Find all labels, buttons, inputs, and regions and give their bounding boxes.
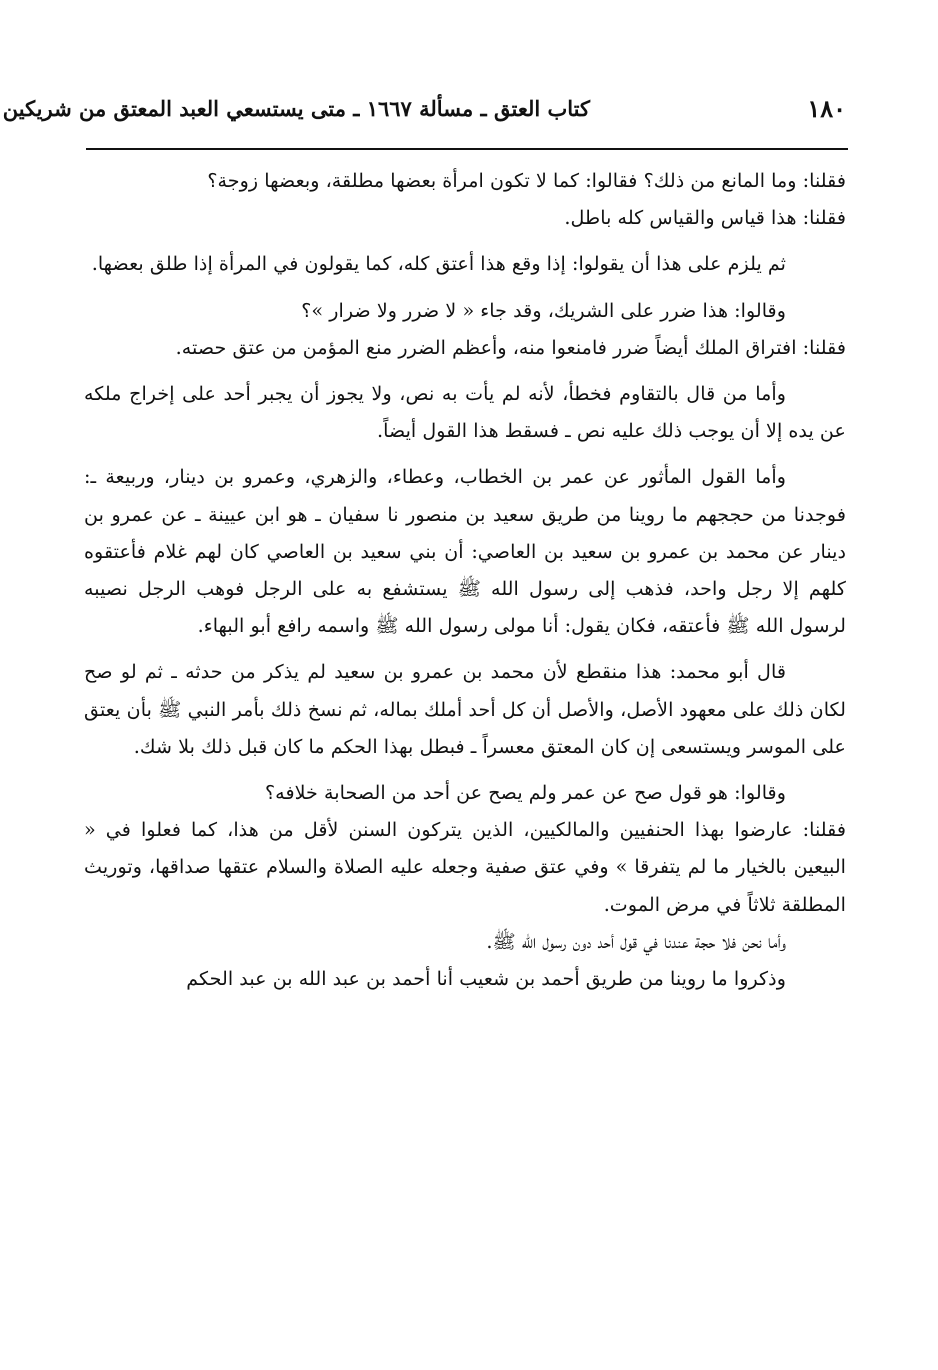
paragraph-4: وقالوا: هذا ضرر على الشريك، وقد جاء « لا ضرر ولا ضرار »؟ <box>301 298 786 322</box>
header-divider <box>86 148 848 150</box>
paragraph-10: فقلنا: عارضوا بهذا الحنفيين والمالكيين، الذين يتركون السنن لأقل من هذا، كما فعلوا في « البيعين بالخيار ما لم يتفرقا » وفي عتق صفية وجعله عليه الصلاة والسلام عتقها صداقها، وتوريث المطلقة ثلاثاً في مرض الموت. <box>84 818 846 916</box>
running-title: كتاب العتق ـ مسألة ١٦٦٧ ـ متى يستسعي العبد المعتق من شريكين <box>2 96 590 121</box>
page-header <box>2 90 846 130</box>
paragraph-8: قال أبو محمد: هذا منقطع لأن محمد بن عمرو بن سعيد لم يذكر من حدثه ـ ثم لو صح لكان ذلك على معهود الأصل، والأصل أن كل أحد أملك بماله، ثم نسخ ذلك بأمر النبي ﷺ بأن يعتق على الموسر ويستسعى إن كان المعتق معسراً ـ فبطل بهذا الحكم ما كان قبل ذلك بلا شك. <box>84 660 846 758</box>
body-text <box>84 162 846 997</box>
paragraph-1: فقلنا: وما المانع من ذلك؟ فقالوا: كما لا تكون امرأة بعضها مطلقة، وبعضها زوجة؟ <box>207 169 846 192</box>
paragraph-7: وأما القول المأثور عن عمر بن الخطاب، وعطاء، والزهري، وعمرو بن دينار، وربيعة ـ: فوجدنا من حججهم ما روينا من طريق سعيد بن منصور نا سفيان ـ هو ابن عيينة ـ عن عمرو بن دينار عن محمد بن عمرو بن سعيد بن العاصي: أن بني سعيد بن العاصي كان لهم غلام فأعتقوه كلهم إلا رجل واحد، فذهب إلى رسول الله ﷺ يستشفع به على الرجل فوهب الرجل نصيبه لرسول الله ﷺ فأعتقه، فكان يقول: أنا مولى رسول الله ﷺ واسمه رافع أبو البهاء. <box>84 465 846 638</box>
paragraph-6: وأما من قال بالتقاوم فخطأ، لأنه لم يأت به نص، ولا يجوز أن يجبر أحد على إخراج ملكه عن يده إلا أن يوجب ذلك عليه نص ـ فسقط هذا القول أيضاً. <box>84 382 846 443</box>
paragraph-2: فقلنا: هذا قياس والقياس كله باطل. <box>564 206 846 230</box>
paragraph-9: وقالوا: هو قول صح عن عمر ولم يصح عن أحد من الصحابة خلافه؟ <box>264 781 786 805</box>
paragraph-3: ثم يلزم على هذا أن يقولوا: إذا وقع هذا أعتق كله، كما يقولون في المرأة إذا طلق بعضها. <box>91 252 786 276</box>
paragraph-11: وأما نحن فلا حجة عندنا في قول أحد دون رسول الله ﷺ. <box>486 929 786 953</box>
paragraph-12: وذكروا ما روينا من طريق أحمد بن شعيب أنا أحمد بن عبد الله بن عبد الحكم <box>186 967 786 991</box>
page-number: ١٨٠ <box>807 94 846 123</box>
paragraph-5: فقلنا: افتراق الملك أيضاً ضرر فامنعوا منه، وأعظم الضرر منع المؤمن من عتق حصته. <box>175 335 846 359</box>
